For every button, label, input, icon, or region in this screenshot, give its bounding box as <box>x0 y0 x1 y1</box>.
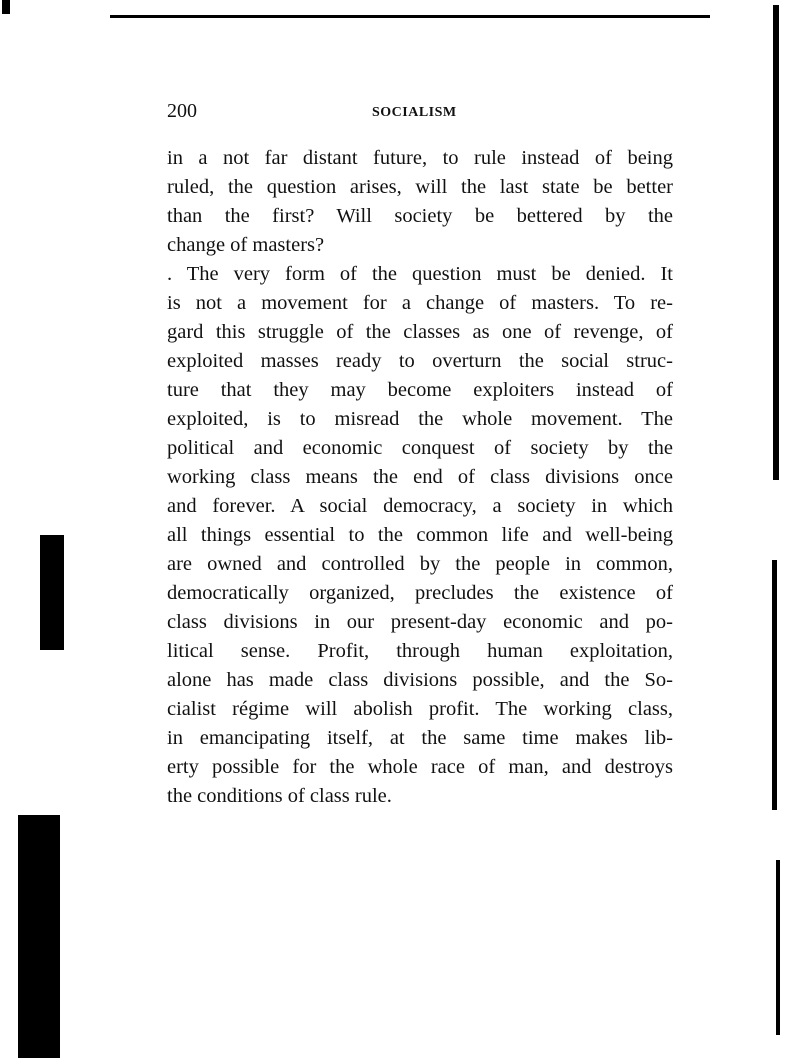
scan-edge-left-bottom <box>18 815 60 1058</box>
text-line: exploited masses ready to overturn the social struc- <box>167 350 673 372</box>
text-line: ruled, the question arises, will the last state be better <box>167 176 673 198</box>
text-line: than the first? Will society be bettered by the <box>167 205 673 227</box>
text-line: is not a movement for a change of masters. To re- <box>167 292 673 314</box>
text-line: in a not far distant future, to rule instead of being <box>167 147 673 169</box>
page-number: 200 <box>167 100 197 122</box>
text-line: democratically organized, precludes the existence of <box>167 582 673 604</box>
body-text <box>167 144 673 811</box>
scan-edge-right-mid <box>772 560 777 810</box>
text-line: cialist régime will abolish profit. The working class, <box>167 698 673 720</box>
text-line: in emancipating itself, at the same time makes lib- <box>167 727 673 749</box>
text-line: class divisions in our present-day economic and po- <box>167 611 673 633</box>
text-line: erty possible for the whole race of man, and destroys <box>167 756 673 778</box>
text-line: ture that they may become exploiters instead of <box>167 379 673 401</box>
running-title: SOCIALISM <box>372 105 457 120</box>
text-line: working class means the end of class divisions once <box>167 466 673 488</box>
text-line: are owned and controlled by the people in common, <box>167 553 673 575</box>
scan-edge-right-top <box>773 5 779 480</box>
scan-edge-top <box>110 15 710 18</box>
text-line: political and economic conquest of society by the <box>167 437 673 459</box>
scan-edge-top-left <box>2 0 10 14</box>
text-line: and forever. A social democracy, a society in which <box>167 495 673 517</box>
text-line: gard this struggle of the classes as one of revenge, of <box>167 321 673 343</box>
text-line: exploited, is to misread the whole movement. The <box>167 408 673 430</box>
text-line: all things essential to the common life and well-being <box>167 524 673 546</box>
text-line: the conditions of class rule. <box>167 785 392 807</box>
scan-edge-left-mid <box>40 535 64 650</box>
text-line: . The very form of the question must be denied. It <box>167 263 673 285</box>
text-line: change of masters? <box>167 234 325 256</box>
scan-edge-right-bottom <box>776 860 780 1035</box>
text-line: alone has made class divisions possible, and the So- <box>167 669 673 691</box>
text-line: litical sense. Profit, through human exploitation, <box>167 640 673 662</box>
